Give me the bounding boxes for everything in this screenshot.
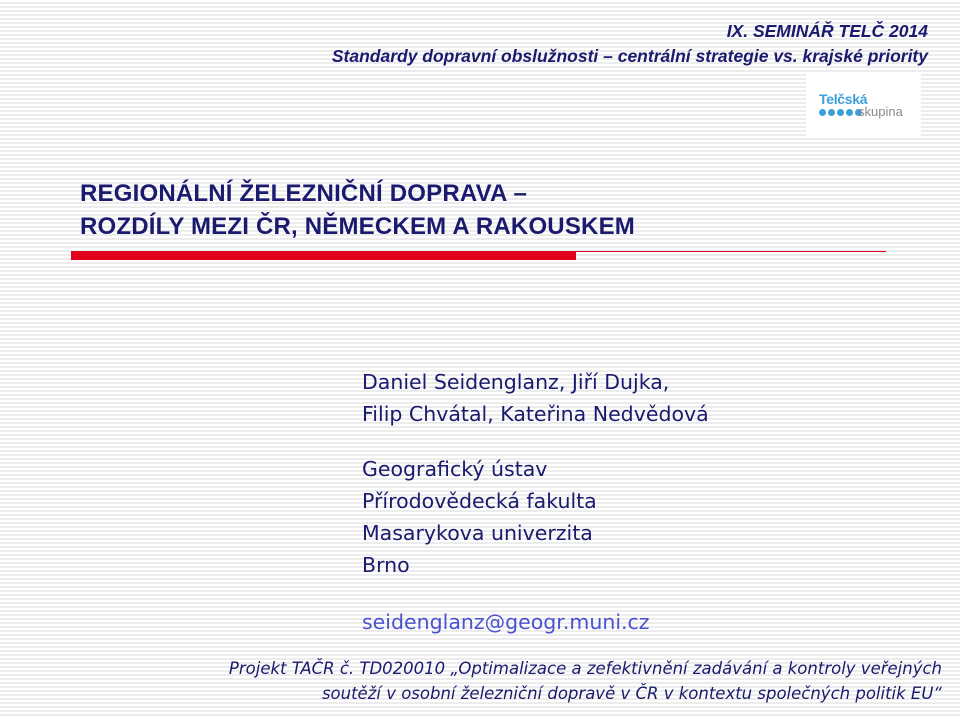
telcska-skupina-logo [806, 74, 921, 136]
slide-title-line2: ROZDÍLY MEZI ČR, NĚMECKEM A RAKOUSKEM [80, 213, 635, 240]
institution-line4: Brno [362, 553, 410, 577]
project-footer-line1: Projekt TAČR č. TD020010 „Optimalizace a zefektivnění zadávání a kontroly veřejných [228, 659, 942, 678]
logo-word-skupina: skupina [858, 104, 903, 119]
project-footer-line2: soutěží v osobní železniční dopravě v ČR v kontextu společných politik EU“ [321, 684, 942, 703]
logo-dots-icon [819, 109, 862, 116]
title-divider-thick [71, 251, 576, 260]
authors-line1: Daniel Seidenglanz, Jiří Dujka, [362, 370, 670, 394]
institution-line2: Přírodovědecká fakulta [362, 489, 597, 513]
institution-line1: Geografický ústav [362, 457, 548, 481]
authors-line2: Filip Chvátal, Kateřina Nedvědová [362, 402, 709, 426]
seminar-title: IX. SEMINÁŘ TELČ 2014 [726, 21, 928, 41]
institution-line3: Masarykova univerzita [362, 521, 593, 545]
email-link[interactable]: seidenglanz@geogr.muni.cz [362, 610, 650, 634]
logo-word-telcska: Telčská [819, 91, 868, 107]
title-divider-thin [576, 251, 886, 252]
slide-title-line1: REGIONÁLNÍ ŽELEZNIČNÍ DOPRAVA – [80, 180, 528, 207]
seminar-subtitle: Standardy dopravní obslužnosti – centrální strategie vs. krajské priority [331, 46, 928, 66]
